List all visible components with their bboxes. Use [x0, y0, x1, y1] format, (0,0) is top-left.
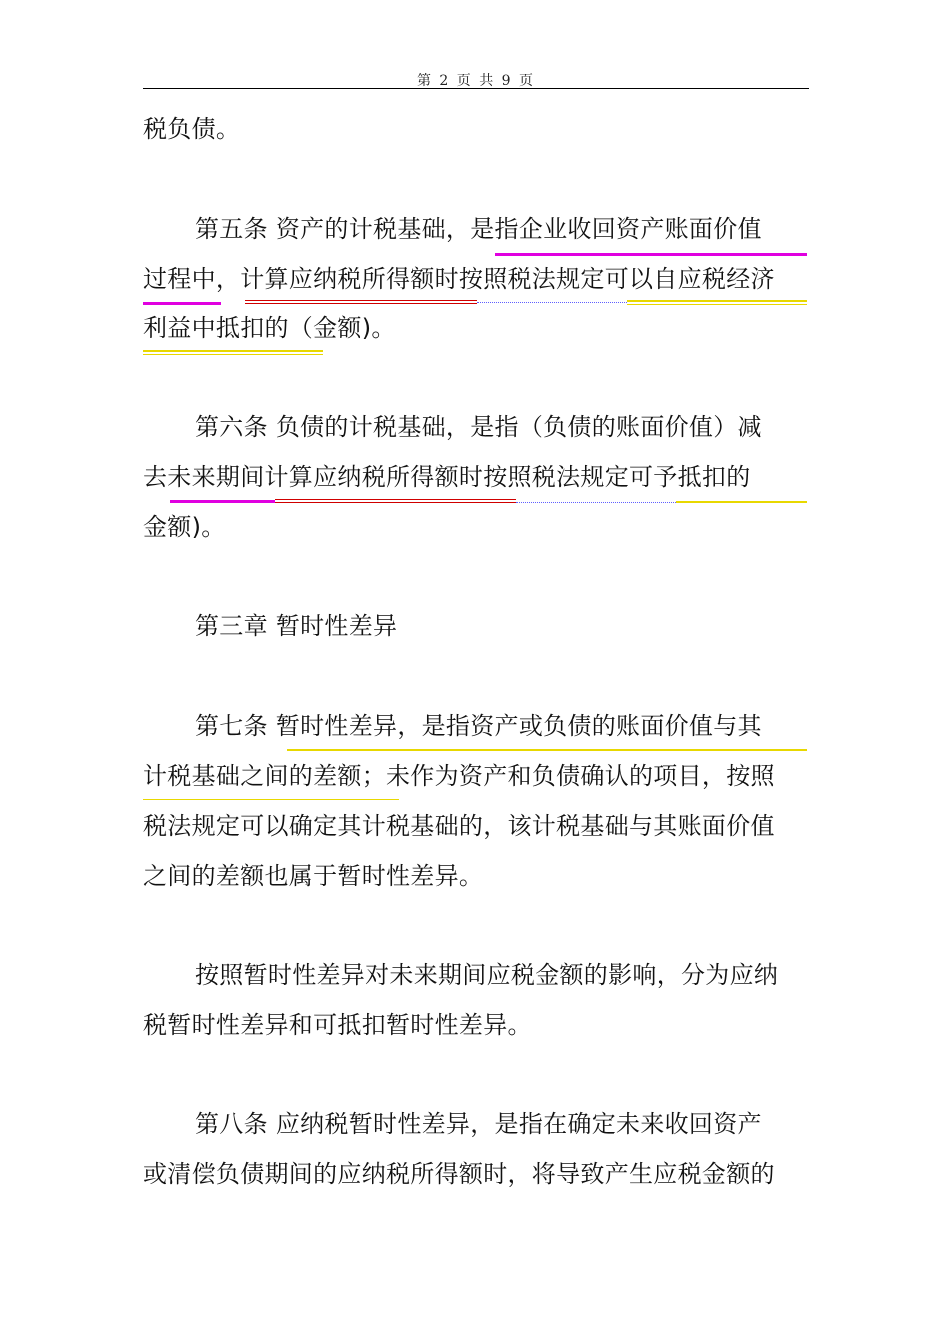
underline-yellow — [287, 749, 807, 751]
text-line: 第七条 暂时性差异，是指资产或负债的账面价值与其 — [195, 712, 762, 740]
text-line: 第六条 负债的计税基础，是指（负债的账面价值）减 — [195, 413, 762, 441]
underline-magenta — [170, 500, 275, 503]
underline-magenta — [495, 253, 807, 256]
text-line: 第八条 应纳税暂时性差异，是指在确定未来收回资产 — [195, 1110, 762, 1138]
underline-magenta — [143, 302, 221, 305]
underline-red — [275, 499, 516, 503]
underline-blue-wavy — [516, 502, 676, 503]
underline-yellow — [143, 799, 399, 800]
chapter-heading: 第三章 暂时性差异 — [195, 612, 398, 640]
text-line: 去未来期间计算应纳税所得额时按照税法规定可予抵扣的 — [143, 463, 751, 491]
text-line: 第五条 资产的计税基础，是指企业收回资产账面价值 — [195, 215, 762, 243]
underline-red — [245, 300, 477, 304]
page-header: 第 2 页 共 9 页 — [416, 73, 536, 89]
text-line: 过程中，计算应纳税所得额时按照税法规定可以自应税经济 — [143, 265, 775, 293]
underline-yellow — [676, 501, 807, 503]
text-line: 计税基础之间的差额；未作为资产和负债确认的项目，按照 — [143, 762, 775, 790]
text-line: 按照暂时性差异对未来期间应税金额的影响，分为应纳 — [195, 961, 779, 989]
header-rule — [143, 88, 809, 89]
text-line: 之间的差额也属于暂时性差异。 — [143, 862, 484, 890]
text-line: 金额)。 — [143, 513, 226, 541]
text-line: 税法规定可以确定其计税基础的，该计税基础与其账面价值 — [143, 812, 775, 840]
text-line: 或清偿负债期间的应纳税所得额时，将导致产生应税金额的 — [143, 1160, 775, 1188]
underline-blue-wavy — [477, 302, 627, 303]
underline-yellow — [143, 350, 323, 355]
text-line: 税负债。 — [143, 115, 241, 143]
text-line: 利益中抵扣的（金额)。 — [143, 314, 396, 342]
text-line: 税暂时性差异和可抵扣暂时性差异。 — [143, 1011, 532, 1039]
underline-yellow — [627, 300, 807, 305]
